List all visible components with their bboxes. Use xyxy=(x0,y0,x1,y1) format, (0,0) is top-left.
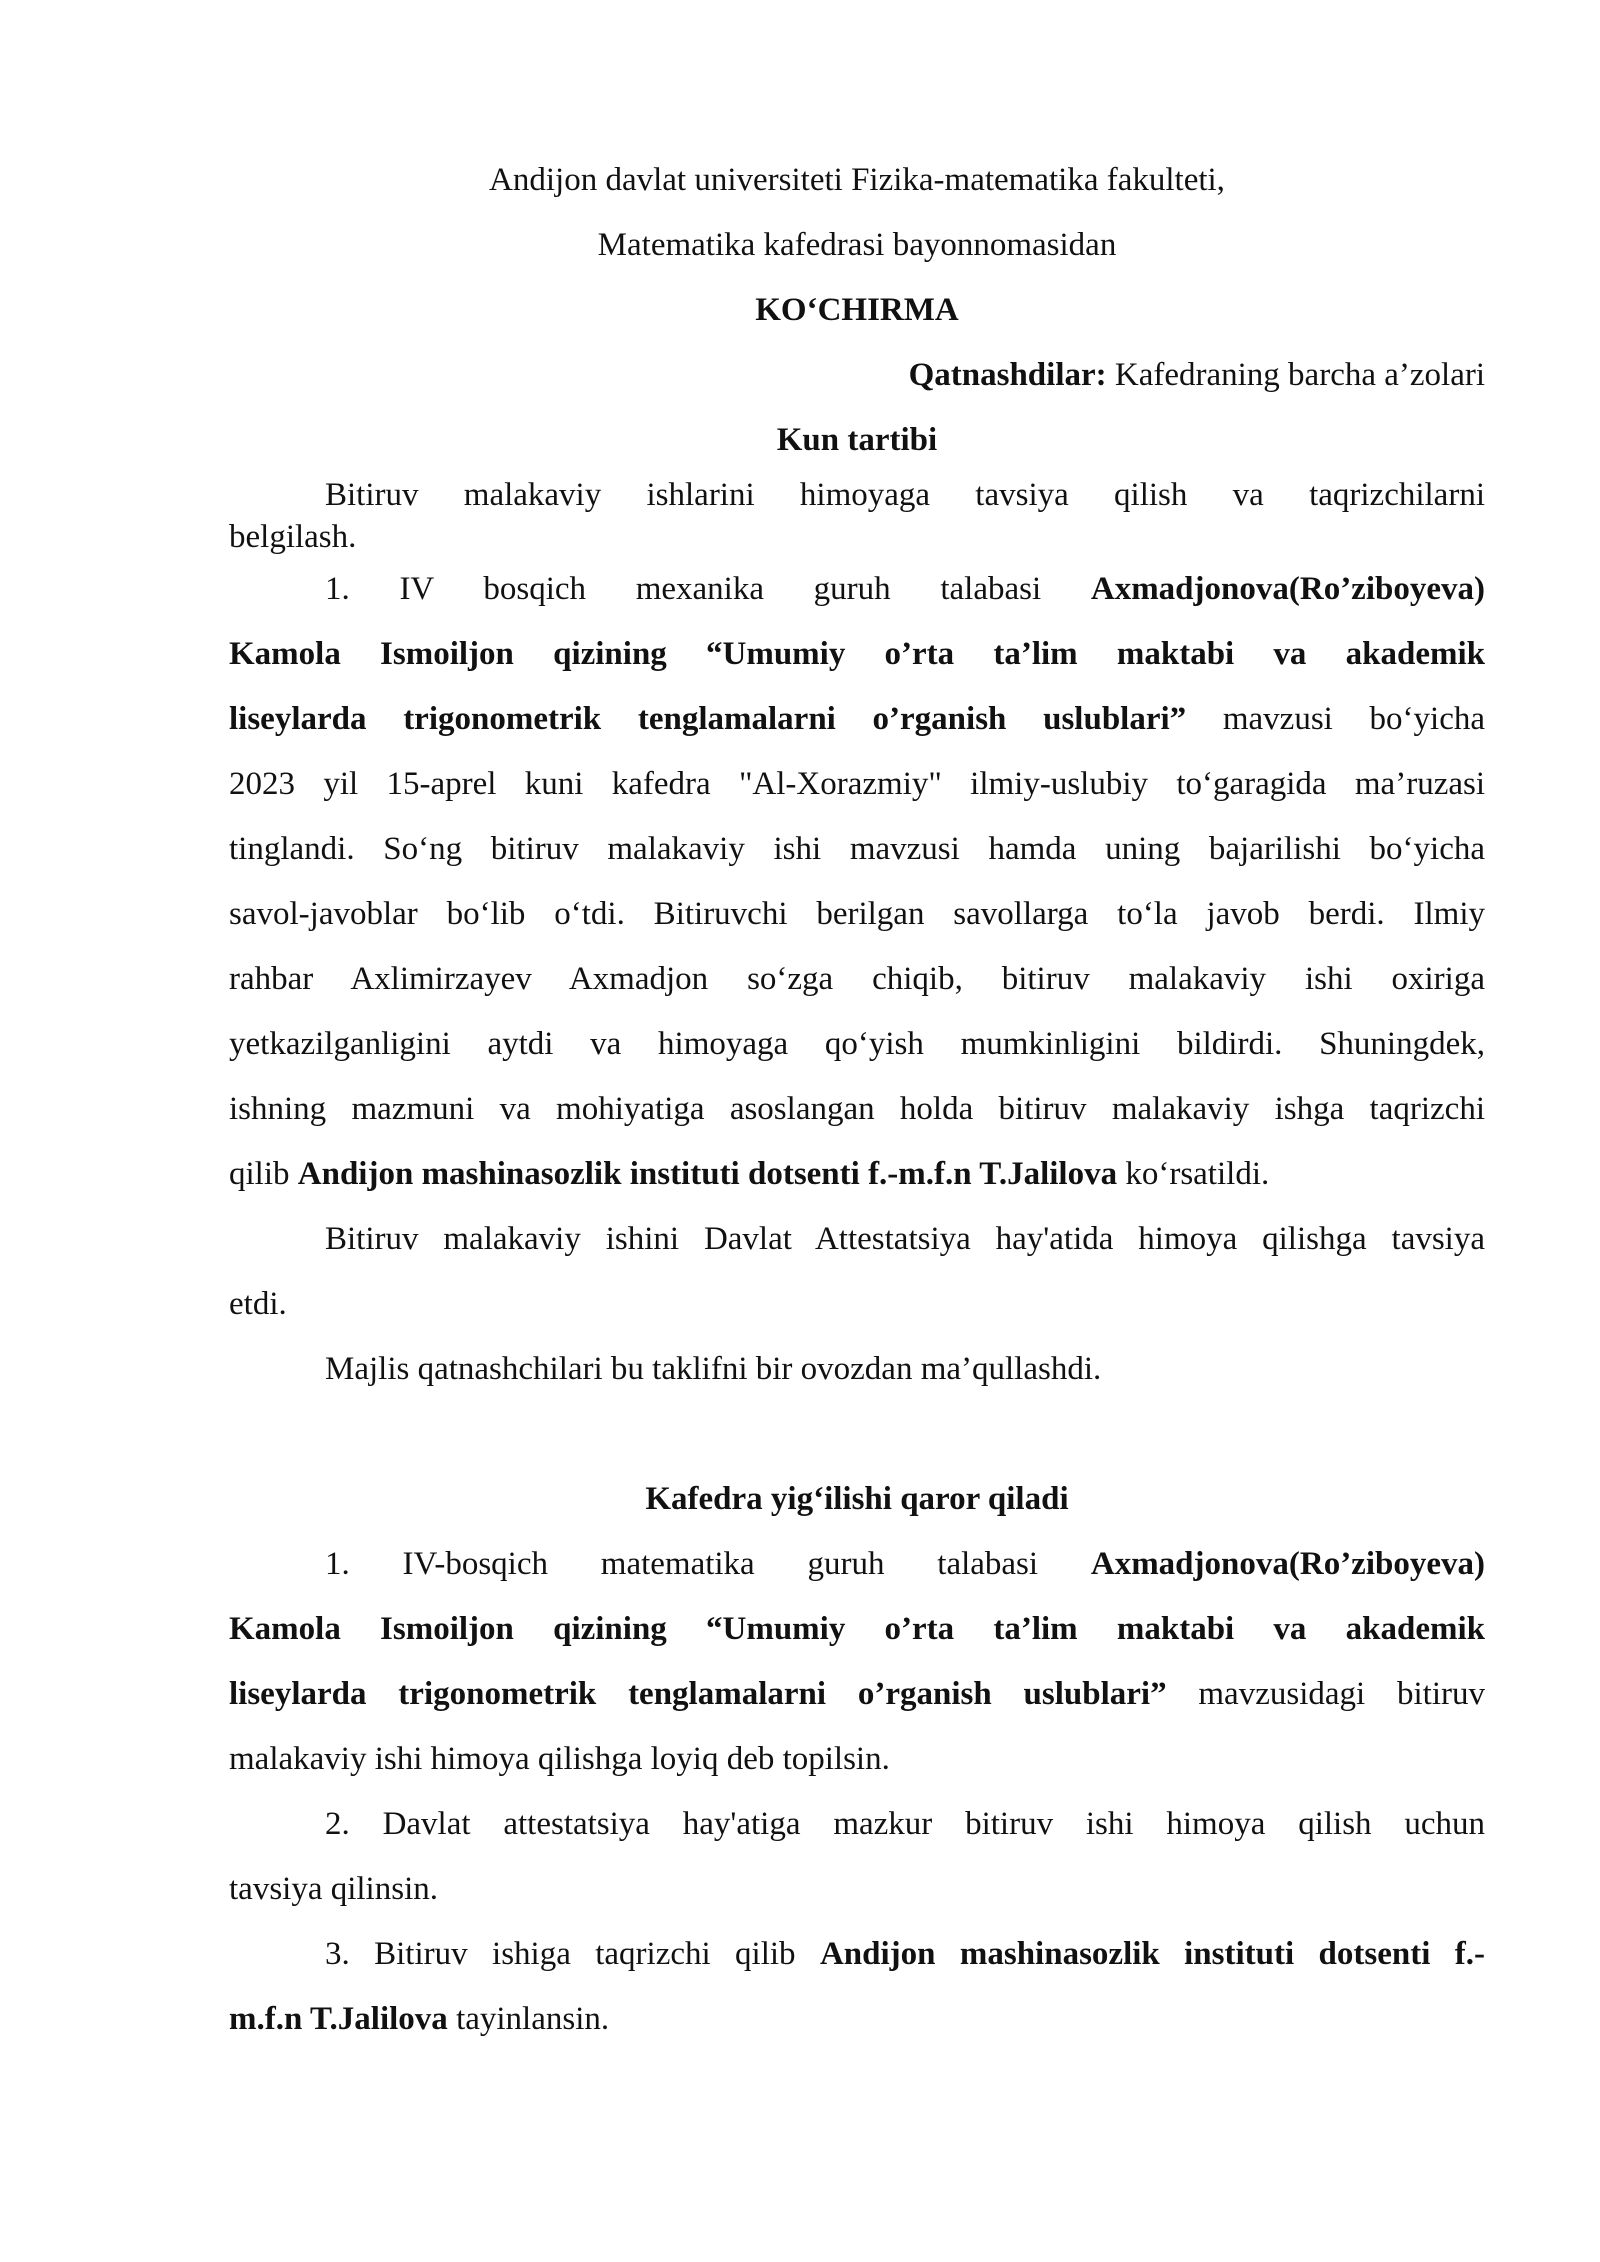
decision-1-line-3-text: mavzusidagi bitiruv xyxy=(1166,1676,1485,1712)
agenda-line-1: Bitiruv malakaviy ishlarini himoyaga tavsiya qilish va taqrizchilarni xyxy=(325,477,1485,513)
item1-line-10-prefix: qilib xyxy=(229,1156,298,1192)
participants-label: Qatnashdilar: xyxy=(908,357,1107,393)
decision-reviewer-institution: Andijon mashinasozlik instituti dotsenti f.- xyxy=(819,1936,1485,1972)
document-title xyxy=(229,278,1485,343)
section-spacer xyxy=(229,1402,1485,1467)
item1-line-10 xyxy=(229,1142,1485,1207)
item1-line-2-text: Kamola Ismoiljon qizining “Umumiy o’rta ta’lim maktabi va akademik xyxy=(229,636,1485,672)
decision-heading xyxy=(229,1467,1485,1532)
decision-1-line-1-text: 1. IV-bosqich matematika guruh talabasi xyxy=(325,1546,1091,1582)
document-title-text: KO‘CHIRMA xyxy=(755,292,959,328)
document-page xyxy=(229,148,1485,2052)
recommend-line-2: etdi. xyxy=(229,1286,287,1322)
header-line-2: Matematika kafedrasi bayonnomasidan xyxy=(597,227,1117,263)
item1-line-3 xyxy=(229,687,1485,752)
decision-1-line-2-text: Kamola Ismoiljon qizining “Umumiy o’rta ta’lim maktabi va akademik xyxy=(229,1611,1485,1647)
participants-line xyxy=(229,343,1485,408)
decision-3-line-2-text: tayinlansin. xyxy=(447,2001,610,2037)
decision-2-line-1: 2. Davlat attestatsiya hay'atiga mazkur bitiruv ishi himoya qilish uchun xyxy=(325,1806,1485,1842)
recommend-line-3: Majlis qatnashchilari bu taklifni bir ovozdan ma’qullashdi. xyxy=(325,1351,1102,1387)
student-name: Axmadjonova(Ro’ziboyeva) xyxy=(1090,571,1485,607)
decision-reviewer-name: m.f.n T.Jalilova xyxy=(229,2001,448,2037)
decision-3-line-2 xyxy=(229,1987,1485,2052)
item1-line-9: ishning mazmuni va mohiyatiga asoslangan holda bitiruv malakaviy ishga taqrizchi xyxy=(229,1091,1485,1127)
item1-line-3-text: mavzusi bo‘yicha xyxy=(1186,701,1485,737)
item1-line-5: tinglandi. So‘ng bitiruv malakaviy ishi mavzusi hamda uning bajarilishi bo‘yicha xyxy=(229,831,1485,867)
decision-3-line-1 xyxy=(229,1922,1485,1987)
reviewer-name: Andijon mashinasozlik instituti dotsenti f.-m.f.n T.Jalilova xyxy=(297,1156,1118,1192)
decision-heading-text: Kafedra yig‘ilishi qaror qiladi xyxy=(645,1481,1069,1517)
decision-topic-end: liseylarda trigonometrik tenglamalarni o’rganish uslublari” xyxy=(229,1676,1167,1712)
thesis-topic-end: liseylarda trigonometrik tenglamalarni o’rganish uslublari” xyxy=(229,701,1187,737)
agenda-heading xyxy=(229,408,1485,473)
decision-1-line-4: malakaviy ishi himoya qilishga loyiq deb topilsin. xyxy=(229,1741,890,1777)
item1-line-2 xyxy=(229,622,1485,687)
decision-1-line-1 xyxy=(229,1532,1485,1597)
decision-1-line-3 xyxy=(229,1662,1485,1727)
item1-line-7: rahbar Axlimirzayev Axmadjon so‘zga chiqib, bitiruv malakaviy ishi oxiriga xyxy=(229,961,1485,997)
item1-line-10-suffix: ko‘rsatildi. xyxy=(1117,1156,1270,1192)
item1-line-6: savol-javoblar bo‘lib o‘tdi. Bitiruvchi berilgan savollarga to‘la javob berdi. Ilmiy xyxy=(229,896,1485,932)
decision-3-line-1-text: 3. Bitiruv ishiga taqrizchi qilib xyxy=(325,1936,820,1972)
header-line-1: Andijon davlat universiteti Fizika-matematika fakulteti, xyxy=(489,162,1225,198)
decision-2-line-2: tavsiya qilinsin. xyxy=(229,1871,438,1907)
participants-text: Kafedraning barcha a’zolari xyxy=(1106,357,1485,393)
item1-line-1-text: 1. IV bosqich mexanika guruh talabasi xyxy=(325,571,1091,607)
recommend-line-1: Bitiruv malakaviy ishini Davlat Attestatsiya hay'atida himoya qilishga tavsiya xyxy=(325,1221,1485,1257)
item1-line-8: yetkazilganligini aytdi va himoyaga qo‘yish mumkinligini bildirdi. Shuningdek, xyxy=(229,1026,1485,1062)
item1-line-1 xyxy=(229,557,1485,622)
agenda-heading-text: Kun tartibi xyxy=(776,422,938,458)
item1-line-4: 2023 yil 15-aprel kuni kafedra "Al-Xorazmiy" ilmiy-uslubiy to‘garagida ma’ruzasi xyxy=(229,766,1485,802)
agenda-line-2: belgilash. xyxy=(229,519,357,555)
decision-1-line-2 xyxy=(229,1597,1485,1662)
decision-student-name: Axmadjonova(Ro’ziboyeva) xyxy=(1090,1546,1485,1582)
